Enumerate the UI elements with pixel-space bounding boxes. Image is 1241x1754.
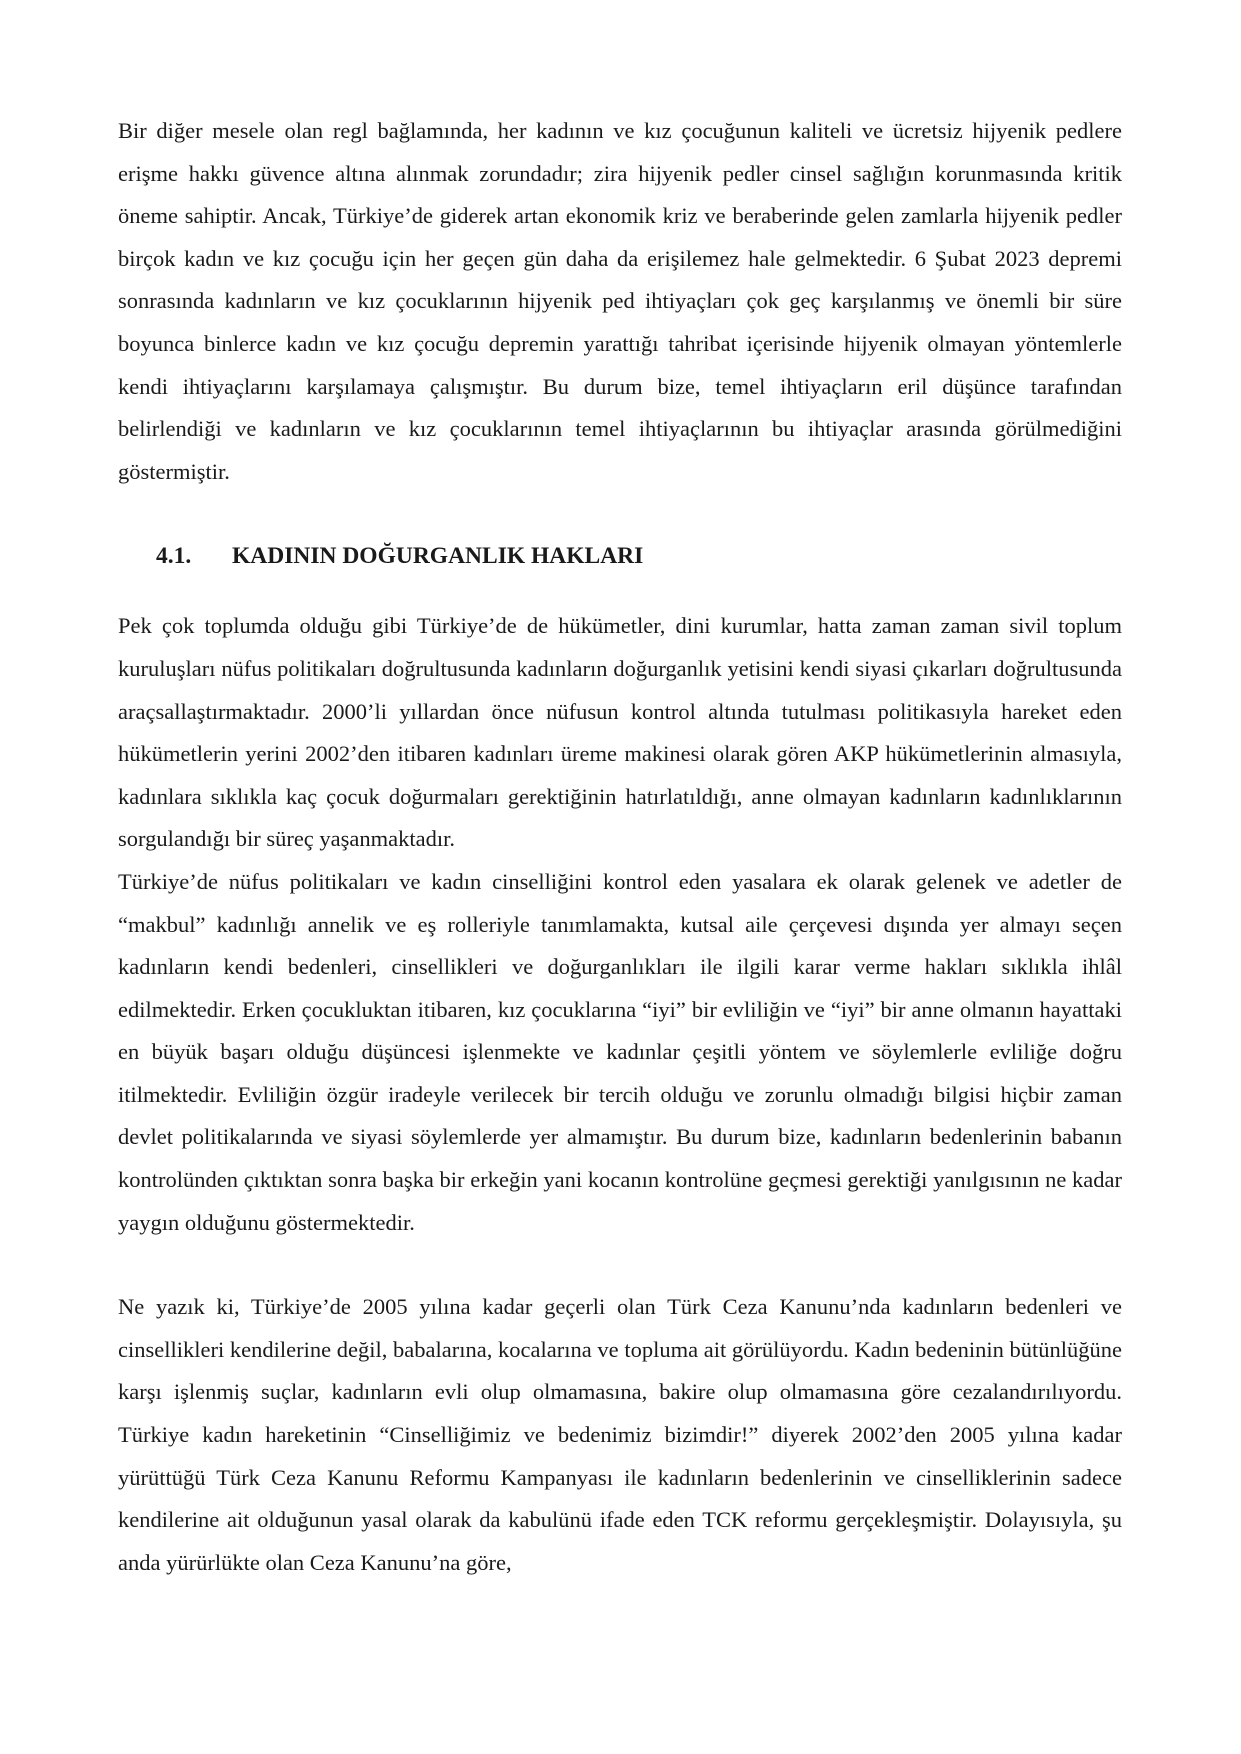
section-heading bbox=[118, 535, 1122, 577]
section-number: 4.1. bbox=[156, 543, 192, 570]
paragraph-menstruation: Bir diğer mesele olan regl bağlamında, her kadının ve kız çocuğunun kaliteli ve ücretsiz hijyenik pedlere erişme hakkı güvence altına alınmak zorundadır; zira hijyenik pedler cinsel sağlığın korunmasında kritik öneme sahiptir. Ancak, Türkiye’de giderek artan ekonomik kriz ve beraberinde gelen zamlarla hijyenik pedler birçok kadın ve kız çocuğu için her geçen gün daha da erişilemez hale gelmektedir. 6 Şubat 2023 depremi sonrasında kadınların ve kız çocuklarının hijyenik ped ihtiyaçları çok geç karşılanmış ve önemli bir süre boyunca binlerce kadın ve kız çocuğu depremin yarattığı tahribat içerisinde hijyenik olmayan yöntemlerle kendi ihtiyaçlarını karşılamaya çalışmıştır. Bu durum bize, temel ihtiyaçların eril düşünce tarafından belirlendiği ve kadınların ve kız çocuklarının temel ihtiyaçlarının bu ihtiyaçlar arasında görülmediğini göstermiştir. bbox=[118, 118, 1122, 484]
paragraph-spacer bbox=[118, 1244, 1122, 1286]
paragraph-traditions: Türkiye’de nüfus politikaları ve kadın cinselliğini kontrol eden yasalara ek olarak gelenek ve adetler de “makbul” kadınlığı annelik ve eş rolleriyle tanımlamakta, kutsal aile çerçevesi dışında yer almayı seçen kadınların kendi bedenleri, cinsellikleri ve doğurganlıkları ile ilgili karar verme hakları sıklıkla ihlâl edilmektedir. Erken çocukluktan itibaren, kız çocuklarına “iyi” bir evliliğin ve “iyi” bir anne olmanın hayattaki en büyük başarı olduğu düşüncesi işlenmekte ve kadınlar çeşitli yöntem ve söylemlerle evliliğe doğru itilmektedir. Evliliğin özgür iradeyle verilecek bir tercih olduğu ve zorunlu olmadığı bilgisi hiçbir zaman devlet politikalarında ve siyasi söylemlerde yer almamıştır. Bu durum bize, kadınların bedenlerinin babanın kontrolünden çıktıktan sonra başka bir erkeğin yani kocanın kontrolüne geçmesi gerektiği yanılgısının ne kadar yaygın olduğunu göstermektedir. bbox=[118, 868, 1122, 1235]
document-page bbox=[118, 110, 1122, 1584]
paragraph-population-policies: Pek çok toplumda olduğu gibi Türkiye’de de hükümetler, dini kurumlar, hatta zaman zaman sivil toplum kuruluşları nüfus politikaları doğrultusunda kadınların doğurganlık yetisini kendi siyasi çıkarları doğrultusunda araçsallaştırmaktadır. 2000’li yıllardan önce nüfusun kontrol altında tutulması politikasıyla hareket eden hükümetlerin yerini 2002’den itibaren kadınları üreme makinesi olarak gören AKP hükümetlerinin almasıyla, kadınlara sıklıkla kaç çocuk doğurmaları gerektiğinin hatırlatıldığı, anne olmayan kadınların kadınlıklarının sorgulandığı bir süreç yaşanmaktadır. bbox=[118, 613, 1122, 852]
section-title: KADININ DOĞURGANLIK HAKLARI bbox=[232, 543, 644, 570]
paragraph-penal-code: Ne yazık ki, Türkiye’de 2005 yılına kadar geçerli olan Türk Ceza Kanunu’nda kadınların bedenleri ve cinsellikleri kendilerine değil, babalarına, kocalarına ve topluma ait görülüyordu. Kadın bedeninin bütünlüğüne karşı işlenmiş suçlar, kadınların evli olup olmamasına, bakire olup olmamasına göre cezalandırılıyordu. Türkiye kadın hareketinin “Cinselliğimiz ve bedenimiz bizimdir!” diyerek 2002’den 2005 yılına kadar yürüttüğü Türk Ceza Kanunu Reformu Kampanyası ile kadınların bedenlerinin ve cinselliklerinin sadece kendilerine ait olduğunun yasal olarak da kabulünü ifade eden TCK reformu gerçekleşmiştir. Dolayısıyla, şu anda yürürlükte olan Ceza Kanunu’na göre, bbox=[118, 1294, 1122, 1575]
